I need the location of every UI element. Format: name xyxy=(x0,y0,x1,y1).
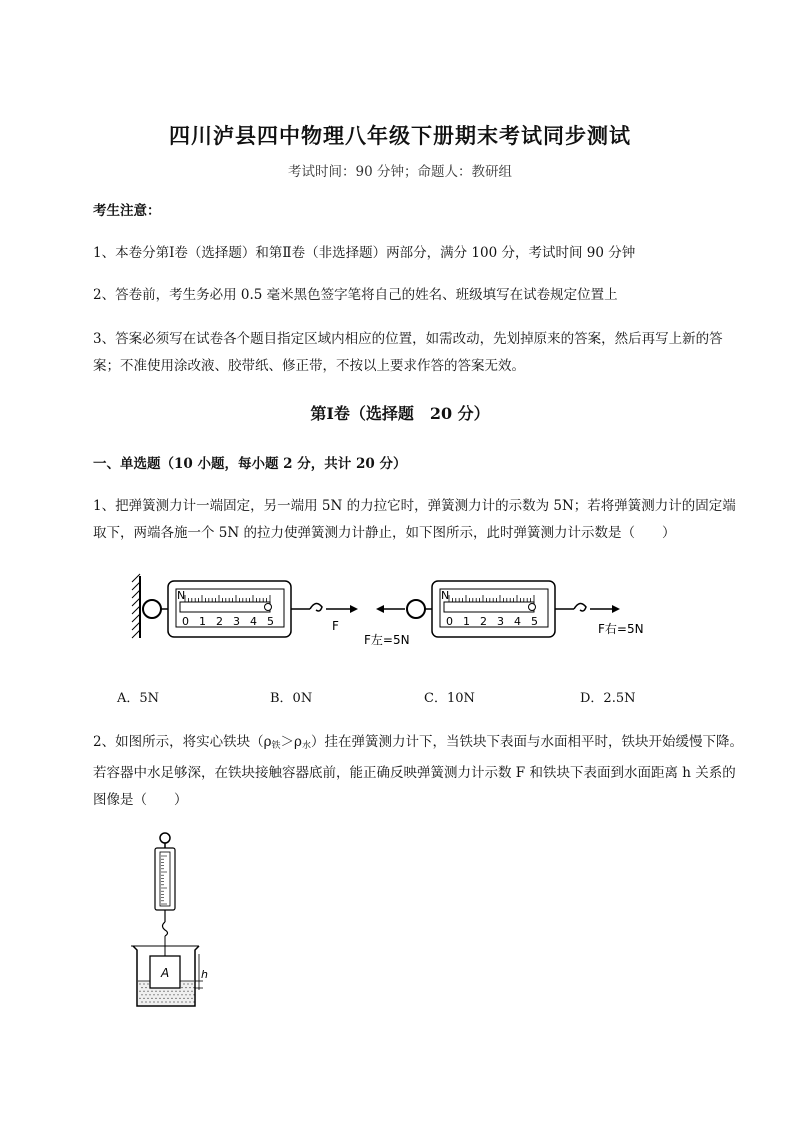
water-dot xyxy=(161,994,162,995)
scale-label: 0 xyxy=(182,615,189,628)
water-dot xyxy=(141,987,142,988)
water-dot xyxy=(191,983,192,984)
force-label: F左=5N xyxy=(364,633,410,647)
block-label: A xyxy=(161,966,170,980)
water-dot xyxy=(149,994,150,995)
water-dot xyxy=(187,983,188,984)
water-dot xyxy=(145,987,146,988)
water-dot xyxy=(187,991,188,992)
question-1-text: 1、把弹簧测力计一端固定，另一端用 5N 的力拉它时，弹簧测力计的示数为 5N；若将弹簧测力计的固定端取下，两端各施一个 5N 的拉力使弹簧测力计静止，如下图所示，此时弹簧测力计示数是（ ） xyxy=(93,498,736,541)
spring-scale-vertical xyxy=(155,848,175,956)
water-dot xyxy=(145,1001,146,1002)
water-dot xyxy=(157,1001,158,1002)
force-arrow-left xyxy=(376,605,405,613)
force-arrow-right xyxy=(326,605,358,613)
water-dot xyxy=(141,1001,142,1002)
force-arrow-right xyxy=(590,605,620,613)
question-2-text-part: ）挂在弹簧测力计下，当铁块下表面与水面相平时，铁块开始缓慢下降。若容器中水足够深，在铁块接触容器底前，能正确反映弹簧测力计示数 F 和铁块下表面到水面距离 h 关系的图像是（ ） xyxy=(93,734,743,808)
water-dot xyxy=(185,1001,186,1002)
water-dot xyxy=(147,998,148,999)
water-dot xyxy=(175,998,176,999)
water-dot xyxy=(175,991,176,992)
wall-icon xyxy=(132,574,140,638)
water-dot xyxy=(171,998,172,999)
water-dot xyxy=(153,1001,154,1002)
water-dot xyxy=(177,994,178,995)
force-label: F xyxy=(332,619,339,633)
water-dot xyxy=(173,1001,174,1002)
scale-label: 5 xyxy=(267,615,274,628)
water-dot xyxy=(159,991,160,992)
water-dot xyxy=(153,994,154,995)
water-dot xyxy=(181,987,182,988)
water-dot xyxy=(155,991,156,992)
water-dot xyxy=(149,1001,150,1002)
water-dot xyxy=(165,994,166,995)
notice-item: 1、本卷分第Ⅰ卷（选择题）和第Ⅱ卷（非选择题）两部分，满分 100 分，考试时间 90 分钟 xyxy=(93,245,636,261)
water-dot xyxy=(151,998,152,999)
depth-indicator xyxy=(195,954,208,990)
option-d[interactable]: D．2.5N xyxy=(580,691,636,706)
water-dot xyxy=(143,998,144,999)
scale-label: 0 xyxy=(446,615,453,628)
page-subtitle: 考试时间：90 分钟；命题人：教研组 xyxy=(288,164,512,180)
water-dot xyxy=(163,991,164,992)
water-dot xyxy=(187,998,188,999)
spring-scale-left xyxy=(143,581,322,637)
water-dot xyxy=(193,987,194,988)
water-dot xyxy=(191,998,192,999)
scale-label: 1 xyxy=(463,615,470,628)
depth-label: h xyxy=(201,968,208,981)
water-dot xyxy=(185,994,186,995)
water-dot xyxy=(139,991,140,992)
option-b[interactable]: B．0N xyxy=(270,691,313,706)
water-dot xyxy=(155,998,156,999)
option-c[interactable]: C．10N xyxy=(424,691,475,706)
water-dot xyxy=(167,998,168,999)
water-dot xyxy=(179,991,180,992)
water-dot xyxy=(165,1001,166,1002)
water-dot xyxy=(183,991,184,992)
scale-label: 4 xyxy=(514,615,521,628)
notice-item: 3、答案必须写在试卷各个题目指定区域内相应的位置，如需改动，先划掉原来的答案，然后再写上新的答案；不准使用涂改液、胶带纸、修正带，不按以上要求作答的答案无效。 xyxy=(93,331,723,374)
water-dot xyxy=(183,998,184,999)
notice-heading: 考生注意： xyxy=(93,203,161,219)
water-dot xyxy=(161,1001,162,1002)
water-dot xyxy=(139,998,140,999)
water-dot xyxy=(169,994,170,995)
water-dot xyxy=(177,1001,178,1002)
hanging-ring-icon xyxy=(160,833,170,848)
force-label: F右=5N xyxy=(598,622,644,636)
water-dot xyxy=(145,994,146,995)
water-dot xyxy=(147,983,148,984)
water-dot xyxy=(185,987,186,988)
scale-label: 3 xyxy=(497,615,504,628)
scale-label: N xyxy=(441,589,450,602)
spring-scale-figure xyxy=(130,568,660,650)
scale-label: N xyxy=(177,589,186,602)
question-2-text-part: ＞ρ xyxy=(280,734,302,750)
scale-label: 2 xyxy=(216,615,223,628)
water-dot xyxy=(169,1001,170,1002)
water-dot xyxy=(191,991,192,992)
water-dot xyxy=(151,991,152,992)
page-title: 四川泸县四中物理八年级下册期末考试同步测试 xyxy=(169,123,631,148)
subscript: 铁 xyxy=(271,741,281,751)
scale-label: 4 xyxy=(250,615,257,628)
beaker-figure xyxy=(125,830,225,1015)
water-dot xyxy=(167,991,168,992)
water-dot xyxy=(139,983,140,984)
part-heading: 一、单选题（10 小题，每小题 2 分，共计 20 分） xyxy=(93,456,407,472)
iron-block xyxy=(150,956,180,988)
water-dot xyxy=(147,991,148,992)
water-dot xyxy=(189,987,190,988)
water-dot xyxy=(173,994,174,995)
spring-scale-right xyxy=(407,581,586,637)
scale-label: 5 xyxy=(531,615,538,628)
option-a[interactable]: A．5N xyxy=(117,691,160,706)
water-dot xyxy=(163,998,164,999)
water-dot xyxy=(189,994,190,995)
scale-label: 2 xyxy=(480,615,487,628)
water-dot xyxy=(157,994,158,995)
question-2-text xyxy=(93,729,748,814)
water-dot xyxy=(193,994,194,995)
water-dot xyxy=(143,983,144,984)
subscript: 水 xyxy=(301,741,311,751)
section-title: 第Ⅰ卷（选择题 20 分） xyxy=(310,404,490,423)
scale-label: 3 xyxy=(233,615,240,628)
water-dot xyxy=(181,1001,182,1002)
water-dot xyxy=(179,998,180,999)
water-dot xyxy=(171,991,172,992)
water-dot xyxy=(159,998,160,999)
water-dot xyxy=(183,983,184,984)
notice-item: 2、答卷前，考生务必用 0.5 毫米黑色签字笔将自己的姓名、班级填写在试卷规定位置上 xyxy=(93,287,618,303)
scale-label: 1 xyxy=(199,615,206,628)
water-dot xyxy=(143,991,144,992)
question-2-text-part: 2、如图所示，将实心铁块（ρ xyxy=(93,734,272,750)
water-dot xyxy=(193,1001,194,1002)
water-dot xyxy=(189,1001,190,1002)
water-dot xyxy=(141,994,142,995)
water-dot xyxy=(181,994,182,995)
